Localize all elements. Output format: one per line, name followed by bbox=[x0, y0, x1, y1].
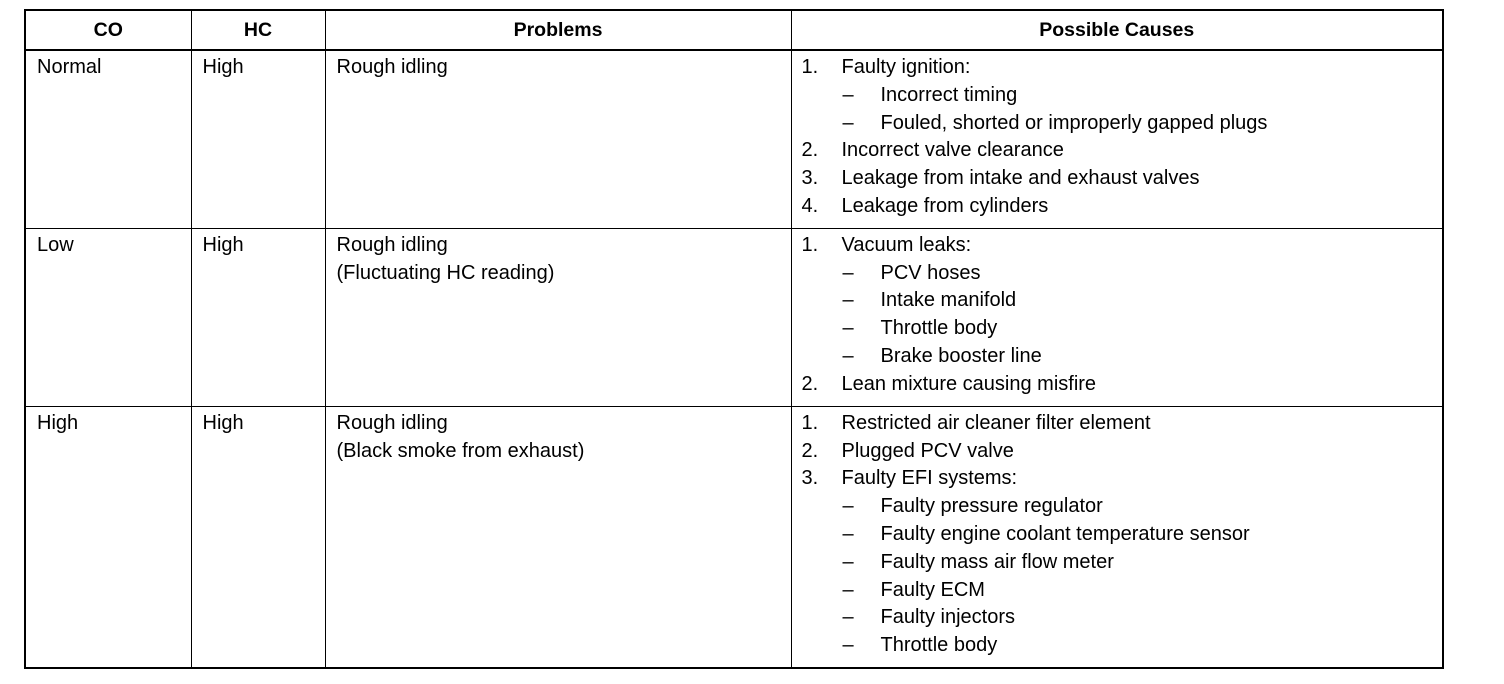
co-value: High bbox=[37, 411, 79, 434]
sub-cause-item bbox=[792, 604, 1443, 632]
co-cell bbox=[25, 50, 191, 228]
dash-bullet: – bbox=[842, 606, 854, 629]
dash-bullet: – bbox=[842, 495, 854, 518]
sub-cause-text: Faulty engine coolant temperature sensor bbox=[880, 522, 1250, 545]
header-row bbox=[25, 10, 1443, 50]
hc-value: High bbox=[202, 233, 244, 256]
sub-cause-text: Brake booster line bbox=[880, 344, 1042, 367]
diagnosis-table bbox=[24, 9, 1444, 669]
cause-text: Plugged PCV valve bbox=[841, 439, 1014, 462]
cause-text: Leakage from cylinders bbox=[841, 194, 1049, 217]
sub-cause-text: Throttle body bbox=[880, 634, 998, 657]
causes-cell bbox=[791, 50, 1443, 228]
problem-line: Rough idling bbox=[336, 56, 448, 78]
dash-bullet: – bbox=[842, 111, 854, 134]
dash-bullet: – bbox=[842, 522, 854, 545]
cause-number: 4. bbox=[801, 194, 819, 217]
sub-cause-text: PCV hoses bbox=[880, 261, 981, 284]
sub-cause-text: Faulty pressure regulator bbox=[880, 495, 1103, 518]
cause-item bbox=[792, 465, 1443, 493]
cause-text: Leakage from intake and exhaust valves bbox=[841, 167, 1200, 190]
cause-text: Restricted air cleaner filter element bbox=[841, 411, 1151, 434]
cause-number: 2. bbox=[801, 439, 819, 462]
cause-list bbox=[792, 407, 1443, 667]
sub-cause-item bbox=[792, 549, 1443, 577]
dash-bullet: – bbox=[842, 634, 854, 657]
sub-cause-text: Fouled, shorted or improperly gapped plugs bbox=[880, 111, 1268, 134]
sub-cause-text: Incorrect timing bbox=[880, 83, 1018, 106]
hc-cell bbox=[191, 228, 325, 406]
cause-number: 3. bbox=[801, 167, 819, 190]
problem-line: (Black smoke from exhaust) bbox=[336, 439, 585, 462]
sub-cause-item bbox=[792, 315, 1443, 343]
hc-cell bbox=[191, 50, 325, 228]
dash-bullet: – bbox=[842, 550, 854, 573]
cause-item bbox=[792, 232, 1443, 260]
header-possible-causes: Possible Causes bbox=[791, 10, 1443, 50]
table-row bbox=[25, 50, 1443, 228]
cause-number: 1. bbox=[801, 233, 819, 256]
sub-cause-item bbox=[792, 110, 1443, 138]
cause-item bbox=[792, 438, 1443, 466]
sub-cause-item bbox=[792, 260, 1443, 288]
sub-cause-text: Faulty mass air flow meter bbox=[880, 550, 1114, 573]
problem-line: Rough idling bbox=[336, 411, 448, 434]
co-value: Low bbox=[37, 233, 74, 256]
sub-cause-item bbox=[792, 343, 1443, 371]
sub-cause-item bbox=[792, 82, 1443, 110]
causes-cell bbox=[791, 406, 1443, 668]
cause-number: 2. bbox=[801, 139, 819, 162]
sub-cause-item bbox=[792, 521, 1443, 549]
cause-text: Faulty ignition: bbox=[841, 56, 971, 78]
co-cell bbox=[25, 406, 191, 668]
table-row bbox=[25, 406, 1443, 668]
sub-cause-text: Faulty ECM bbox=[880, 578, 985, 601]
hc-cell bbox=[191, 406, 325, 668]
cause-number: 1. bbox=[801, 56, 819, 78]
header-hc: HC bbox=[191, 10, 325, 50]
sub-cause-text: Faulty injectors bbox=[880, 606, 1015, 629]
header-problems: Problems bbox=[325, 10, 791, 50]
cause-text: Incorrect valve clearance bbox=[841, 139, 1064, 162]
co-value: Normal bbox=[37, 56, 102, 78]
cause-item bbox=[792, 410, 1443, 438]
sub-cause-item bbox=[792, 632, 1443, 660]
cause-list bbox=[792, 229, 1443, 406]
dash-bullet: – bbox=[842, 83, 854, 106]
header-co: CO bbox=[25, 10, 191, 50]
table-row bbox=[25, 228, 1443, 406]
problem-line: Rough idling bbox=[336, 233, 448, 256]
sub-cause-text: Throttle body bbox=[880, 317, 998, 340]
cause-item bbox=[792, 165, 1443, 193]
cause-item bbox=[792, 371, 1443, 399]
sub-cause-item bbox=[792, 287, 1443, 315]
problems-cell bbox=[325, 406, 791, 668]
cause-item bbox=[792, 193, 1443, 221]
dash-bullet: – bbox=[842, 344, 854, 367]
dash-bullet: – bbox=[842, 261, 854, 284]
co-cell bbox=[25, 228, 191, 406]
sub-cause-text: Intake manifold bbox=[880, 289, 1017, 312]
dash-bullet: – bbox=[842, 289, 854, 312]
sub-cause-item bbox=[792, 577, 1443, 605]
cause-list bbox=[792, 51, 1443, 228]
cause-item bbox=[792, 54, 1443, 82]
hc-value: High bbox=[202, 411, 244, 434]
cause-item bbox=[792, 137, 1443, 165]
cause-number: 1. bbox=[801, 411, 819, 434]
dash-bullet: – bbox=[842, 578, 854, 601]
cause-text: Vacuum leaks: bbox=[841, 233, 972, 256]
dash-bullet: – bbox=[842, 317, 854, 340]
cause-text: Faulty EFI systems: bbox=[841, 467, 1018, 490]
problem-line: (Fluctuating HC reading) bbox=[336, 261, 555, 284]
problems-cell bbox=[325, 50, 791, 228]
cause-number: 2. bbox=[801, 372, 819, 395]
cause-text: Lean mixture causing misfire bbox=[841, 372, 1097, 395]
cause-number: 3. bbox=[801, 467, 819, 490]
causes-cell bbox=[791, 228, 1443, 406]
problems-cell bbox=[325, 228, 791, 406]
sub-cause-item bbox=[792, 493, 1443, 521]
hc-value: High bbox=[202, 56, 244, 78]
